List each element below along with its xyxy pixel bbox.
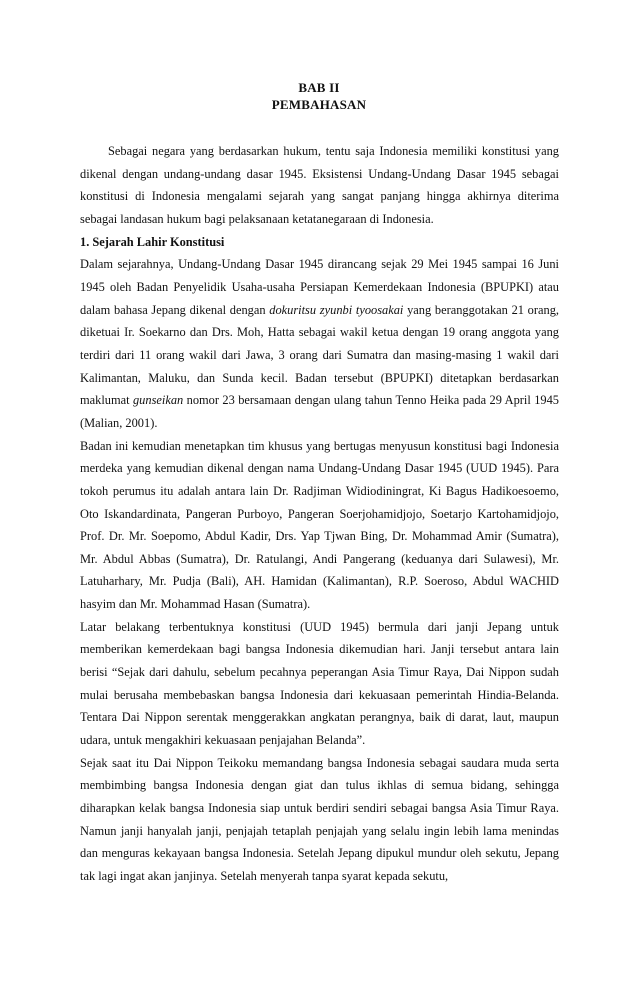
intro-paragraph: Sebagai negara yang berdasarkan hukum, tentu saja Indonesia memiliki konstitusi yang dikenal dengan undang-undang dasar 1945. Eksistensi Undang-Undang Dasar 1945 sebagai konstitusi di Indonesia mengalami sejarah yang sangat panjang hingga akhirnya diterima sebagai landasan hukum bagi pelaksanaan ketatanegaraan di Indonesia. xyxy=(80,144,559,226)
history-paragraph-2: Badan ini kemudian menetapkan tim khusus yang bertugas menyusun konstitusi bagi Indonesia merdeka yang kemudian dikenal dengan nama Undang-Undang Dasar 1945 (UUD 1945). Para tokoh perumus itu adalah antara lain Dr. Radjiman Widiodiningrat, Ki Bagus Hadikoesoemo, Oto Iskandardinata, Pangeran Purboyo, Pangeran Soerjohamidjojo, Soetarjo Kartohamidjojo, Prof. Dr. Mr. Soepomo, Abdul Kadir, Drs. Yap Tjwan Bing, Dr. Mohammad Amir (Sumatra), Mr. Abdul Abbas (Sumatra), Dr. Ratulangi, Andi Pangerang (keduanya dari Sulawesi), Mr. Latuharhary, Mr. Pudja (Bali), AH. Hamidan (Kalimantan), R.P. Soeroso, Abdul WACHID hasyim dan Mr. Mohammad Hasan (Sumatra). xyxy=(80,438,559,612)
chapter-title: PEMBAHASAN xyxy=(271,97,367,112)
history-paragraph-4: Sejak saat itu Dai Nippon Teikoku memandang bangsa Indonesia sebagai saudara muda serta membimbing bangsa Indonesia dengan giat dan tulus ikhlas di semua bidang, sehingga diharapkan kelak bangsa Indonesia siap untuk berdiri sendiri sebagai bangsa Asia Timur Raya. Namun janji hanyalah janji, penjajah tetaplah penjajah yang selalu ingin lebih lama menindas dan menguras kekayaan bangsa Indonesia. Setelah Jepang dipukul mundur oleh sekutu, Jepang tak lagi ingat akan janjinya. Setelah menyerah tanpa syarat kepada sekutu, xyxy=(80,755,559,883)
section-heading: 1. Sejarah Lahir Konstitusi xyxy=(80,234,225,249)
paragraph-text: Dalam sejarahnya, Undang-Undang Dasar 1945 dirancang sejak 29 Mei 1945 sampai 16 Juni 1945 oleh Badan Penyelidik Usaha-usaha Persiapan Kemerdekaan Indonesia (BPUPKI) atau dalam bahasa Jepang dikenal dengan xyxy=(80,257,559,317)
paragraph-text: nomor 23 bersamaan dengan ulang tahun Tenno Heika pada 29 April 1945 (Malian, 2001). xyxy=(80,393,560,430)
italic-term: gunseikan xyxy=(132,393,184,408)
document-body xyxy=(80,140,559,888)
italic-term: dokuritsu zyunbi tyoosakai xyxy=(269,302,404,317)
history-paragraph-3: Latar belakang terbentuknya konstitusi (UUD 1945) bermula dari janji Jepang untuk memberikan kemerdekaan bagi bangsa Indonesia dikemudian hari. Janji tersebut antara lain berisi “Sejak dari dahulu, sebelum pecahnya peperangan Asia Timur Raya, Dai Nippon sudah mulai berusaha membebaskan bangsa Indonesia dari kekuasaan pemerintah Hindia-Belanda. Tentara Dai Nippon serentak menggerakkan angkatan perangnya, baik di darat, laut, maupun udara, untuk mengakhiri kekuasaan penjajahan Belanda”. xyxy=(80,619,559,748)
history-paragraph-1 xyxy=(80,253,559,434)
chapter-heading: BAB II xyxy=(298,80,340,95)
paragraph-text: yang beranggotakan 21 orang, diketuai Ir. Soekarno dan Drs. Moh, Hatta sebagai wakil ketua dengan 19 orang anggota yang terdiri dari 11 orang wakil dari Jawa, 3 orang dari Sumatra dan masing-masing 1 wakil dari Kalimantan, Maluku, dan Sunda kecil. Badan tersebut (BPUPKI) ditetapkan berdasarkan maklumat xyxy=(80,302,559,408)
